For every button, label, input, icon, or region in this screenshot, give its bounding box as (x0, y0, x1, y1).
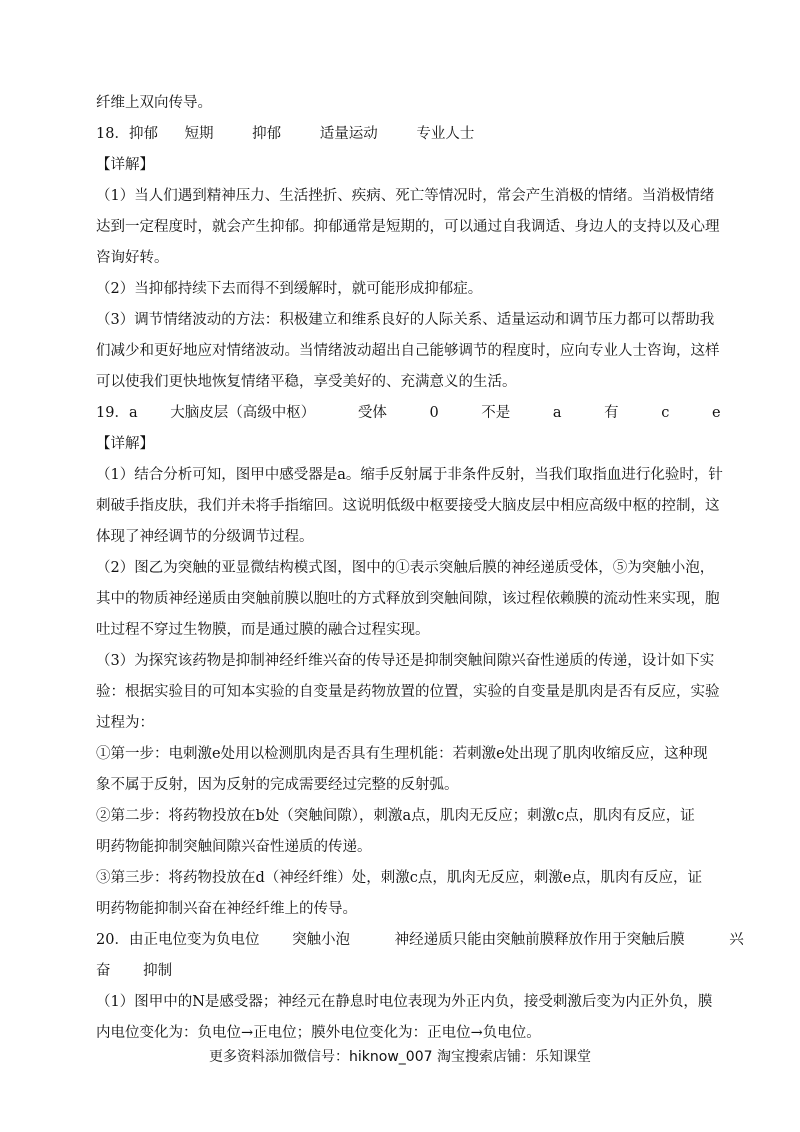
answer-20-blank-2: 突触小泡 (292, 932, 351, 948)
answer-20-blank-5: 抑制 (143, 963, 173, 979)
section-heading: 【详解】 (96, 436, 154, 452)
answer-19-blank-1: 19．a (96, 405, 138, 421)
answer-20-blank-1: 20．由正电位变为负电位 (96, 932, 260, 948)
answer-19-blank-5: 不是 (481, 405, 511, 421)
text-line: 内电位变化为：负电位→正电位；膜外电位变化为：正电位→负电位。 (96, 1025, 541, 1041)
page-footer: 更多资料添加微信号：hiknow_007 淘宝搜索店铺：乐知课堂 (209, 1049, 591, 1065)
text-line: 咨询好转。 (96, 250, 169, 266)
answer-19-blank-6: a (552, 405, 562, 421)
answer-19-blank-3: 受体 (357, 405, 387, 421)
text-line: ②第二步：将药物投放在b处（突触间隙），刺激a点，肌肉无反应；刺激c点，肌肉有反应，证 (96, 808, 695, 824)
text-line: （1）当人们遇到精神压力、生活挫折、疾病、死亡等情况时，常会产生消极的情绪。当消极情绪 (96, 188, 715, 204)
answer-19-blank-8: c (661, 405, 670, 421)
answer-19-blank-9: e (712, 405, 721, 421)
text-line: 纤维上双向传导。 (96, 95, 212, 111)
text-line: 可以使我们更快地恢复情绪平稳，享受美好的、充满意义的生活。 (96, 374, 517, 390)
answer-18-blank-3: 抑郁 (252, 126, 282, 142)
text-line: 验：根据实验目的可知本实验的自变量是药物放置的位置，实验的自变量是肌肉是否有反应，实验 (96, 684, 720, 700)
answer-20-blank-4-cont: 奋 (96, 963, 111, 979)
text-line: 刺破手指皮肤，我们并未将手指缩回。这说明低级中枢要接受大脑皮层中相应高级中枢的控制，这 (96, 498, 720, 514)
text-line: 象不属于反射，因为反射的完成需要经过完整的反射弧。 (96, 777, 459, 793)
text-line: （2）图乙为突触的亚显微结构模式图，图中的①表示突触后膜的神经递质受体，⑤为突触小泡， (96, 560, 715, 576)
document-body (96, 92, 744, 1053)
text-line: ③第三步：将药物投放在d（神经纤维）处，刺激c点，肌肉无反应，刺激e点，肌肉有反应，证 (96, 870, 702, 886)
text-line: 明药物能抑制兴奋在神经纤维上的传导。 (96, 901, 357, 917)
text-line: ①第一步：电刺激e处用以检测肌肉是否具有生理机能：若刺激e处出现了肌肉收缩反应，这种现 (96, 746, 708, 762)
answer-19-blank-7: 有 (604, 405, 619, 421)
text-line: 体现了神经调节的分级调节过程。 (96, 529, 314, 545)
answer-line-18 (96, 123, 708, 145)
answer-20-blank-3: 神经递质只能由突触前膜释放作用于突触后膜 (394, 932, 685, 948)
text-line: （1）结合分析可知，图甲中感受器是a。缩手反射属于非条件反射，当我们取指血进行化验时，针 (96, 467, 723, 483)
section-heading: 【详解】 (96, 157, 154, 173)
text-line: （3）调节情绪波动的方法：积极建立和维系良好的人际关系、适量运动和调节压力都可以帮助我 (96, 312, 715, 328)
answer-line-20-cont (96, 960, 708, 982)
answer-line-20 (96, 929, 744, 951)
text-line: 们减少和更好地应对情绪波动。当情绪波动超出自己能够调节的程度时，应向专业人士咨询，这样 (96, 343, 720, 359)
text-line: 达到一定程度时，就会产生抑郁。抑郁通常是短期的，可以通过自我调适、身边人的支持以及心理 (96, 219, 720, 235)
answer-18-blank-4: 适量运动 (319, 126, 378, 142)
text-line: （3）为探究该药物是抑制神经纤维兴奋的传导还是抑制突触间隙兴奋性递质的传递，设计如下实 (96, 653, 715, 669)
text-line: 明药物能抑制突触间隙兴奋性递质的传递。 (96, 839, 372, 855)
answer-19-blank-2: 大脑皮层（高级中枢） (170, 405, 316, 421)
text-line: 过程为： (96, 715, 154, 731)
text-line: （2）当抑郁持续下去而得不到缓解时，就可能形成抑郁症。 (96, 281, 483, 297)
text-line: 吐过程不穿过生物膜，而是通过膜的融合过程实现。 (96, 622, 430, 638)
answer-19-blank-4: 0 (429, 405, 439, 421)
answer-20-blank-4: 兴 (729, 932, 744, 948)
answer-line-19 (96, 402, 721, 424)
text-line: 其中的物质神经递质由突触前膜以胞吐的方式释放到突触间隙，该过程依赖膜的流动性来实现，胞 (96, 591, 720, 607)
answer-18-blank-5: 专业人士 (416, 126, 475, 142)
answer-18-blank-1: 18．抑郁 (96, 126, 158, 142)
text-line: （1）图甲中的N是感受器；神经元在静息时电位表现为外正内负，接受刺激后变为内正外负，膜 (96, 994, 713, 1010)
answer-18-blank-2: 短期 (184, 126, 214, 142)
